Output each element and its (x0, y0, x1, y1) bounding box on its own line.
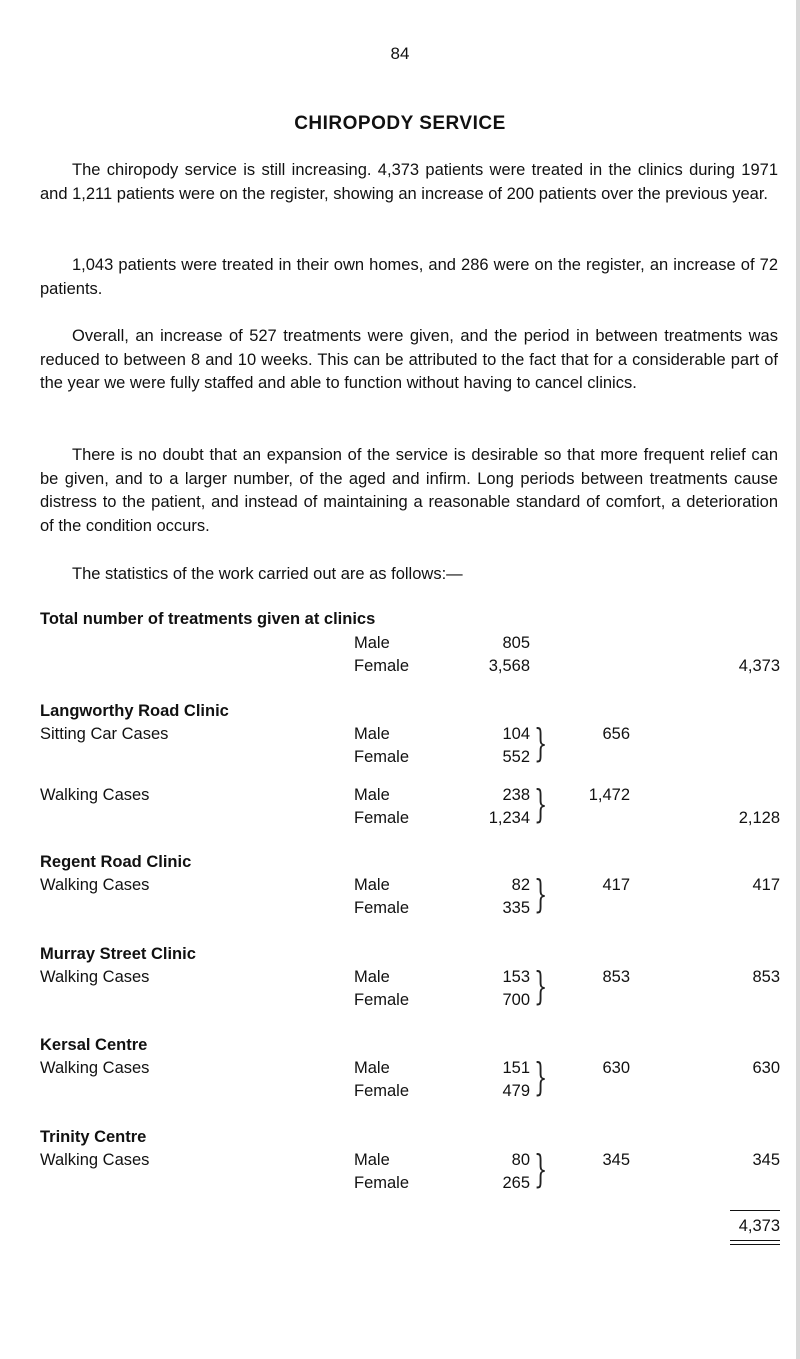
male-value: 104 (502, 725, 530, 743)
female-value: 552 (502, 748, 530, 766)
female-value: 335 (502, 899, 530, 917)
clinic-total: 345 (752, 1151, 780, 1169)
case-type: Walking Cases (40, 1151, 150, 1169)
case-type: Walking Cases (40, 968, 150, 986)
page-edge (796, 0, 800, 1359)
totals-male-value: 805 (502, 634, 530, 652)
male-label: Male (354, 876, 390, 894)
paragraph-2: 1,043 patients were treated in their own homes, and 286 were on the register, an increase of 72 patients. (40, 256, 778, 298)
male-value: 151 (502, 1059, 530, 1077)
subtotal-value: 630 (602, 1059, 630, 1077)
case-type: Walking Cases (40, 876, 150, 894)
clinic-total: 853 (752, 968, 780, 986)
male-value: 82 (511, 876, 530, 894)
double-rule (730, 1240, 780, 1245)
male-label: Male (354, 1059, 390, 1077)
female-label: Female (354, 748, 410, 766)
page-number: 84 (390, 44, 410, 63)
female-label: Female (354, 899, 410, 917)
male-label: Male (354, 1151, 390, 1169)
subtotal-value: 417 (602, 876, 630, 894)
male-label: Male (354, 968, 390, 986)
female-label: Female (354, 1174, 410, 1192)
clinic-total: 2,128 (738, 809, 780, 827)
brace-icon: } (534, 1147, 548, 1191)
subtotal-value: 853 (602, 968, 630, 986)
female-value: 479 (502, 1082, 530, 1100)
totals-female-label: Female (354, 657, 410, 675)
female-label: Female (354, 809, 410, 827)
case-type: Walking Cases (40, 1059, 150, 1077)
brace-icon: } (534, 721, 548, 765)
female-value: 700 (502, 991, 530, 1009)
clinic-name: Trinity Centre (40, 1128, 147, 1146)
brace-icon: } (534, 964, 548, 1008)
case-type: Walking Cases (40, 786, 150, 804)
subtotal-value: 656 (602, 725, 630, 743)
male-value: 153 (502, 968, 530, 986)
female-value: 265 (502, 1174, 530, 1192)
totals-male-label: Male (354, 634, 390, 652)
subtotal-value: 1,472 (588, 786, 630, 804)
totals-female-value: 3,568 (488, 657, 530, 675)
male-value: 238 (502, 786, 530, 804)
female-label: Female (354, 991, 410, 1009)
totals-total: 4,373 (738, 657, 780, 675)
female-label: Female (354, 1082, 410, 1100)
brace-icon: } (534, 872, 548, 916)
clinic-name: Regent Road Clinic (40, 853, 192, 871)
totals-heading: Total number of treatments given at clinics (40, 610, 376, 628)
paragraph-5: The statistics of the work carried out are as follows:— (72, 565, 463, 583)
brace-icon: } (534, 782, 548, 826)
paragraph-3: Overall, an increase of 527 treatments were given, and the period in between treatments was reduced to between 8 and 10 weeks. This can be attributed to the fact that for a considerable part of the year we were fully staffed and able to function without having to cancel clinics. (40, 327, 778, 392)
subtotal-value: 345 (602, 1151, 630, 1169)
grand-total: 4,373 (738, 1217, 780, 1235)
sum-rule (730, 1210, 780, 1211)
clinic-total: 417 (752, 876, 780, 894)
clinic-name: Langworthy Road Clinic (40, 702, 229, 720)
male-value: 80 (511, 1151, 530, 1169)
brace-icon: } (534, 1055, 548, 1099)
clinic-total: 630 (752, 1059, 780, 1077)
clinic-name: Kersal Centre (40, 1036, 148, 1054)
page-title: CHIROPODY SERVICE (294, 113, 506, 134)
paragraph-4: There is no doubt that an expansion of the service is desirable so that more frequent relief can be given, and to a larger number, of the aged and infirm. Long periods between treatments cause distress to the patient, and instead of maintaining a reasonable standard of comfort, a deterioration of the condition occurs. (40, 446, 778, 535)
clinic-name: Murray Street Clinic (40, 945, 196, 963)
case-type: Sitting Car Cases (40, 725, 169, 743)
paragraph-1: The chiropody service is still increasing. 4,373 patients were treated in the clinics during 1971 and 1,211 patients were on the register, showing an increase of 200 patients over the previous year. (40, 161, 778, 203)
male-label: Male (354, 725, 390, 743)
female-value: 1,234 (488, 809, 530, 827)
male-label: Male (354, 786, 390, 804)
